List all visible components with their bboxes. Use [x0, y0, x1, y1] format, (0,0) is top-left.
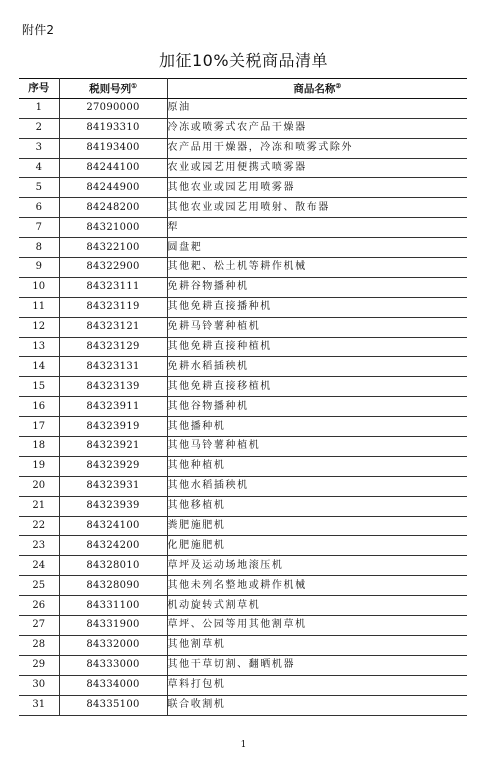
row-index: 6 [19, 198, 59, 218]
row-index: 22 [19, 516, 59, 536]
row-tariff-code: 84323131 [59, 357, 167, 377]
row-product-name: 圆盘耙 [167, 238, 467, 258]
row-product-name: 草料打包机 [167, 675, 467, 695]
page-number: 1 [240, 740, 247, 750]
table-row [19, 277, 467, 297]
row-index: 9 [19, 258, 59, 278]
row-tariff-code: 84332000 [59, 635, 167, 655]
row-product-name: 其他干草切割、翻晒机器 [167, 655, 467, 675]
table-row [19, 377, 467, 397]
row-index: 17 [19, 417, 59, 437]
table-row [19, 616, 467, 636]
row-index: 1 [19, 98, 59, 118]
row-product-name: 其他谷物播种机 [167, 397, 467, 417]
row-tariff-code: 84323911 [59, 397, 167, 417]
row-tariff-code: 84328010 [59, 556, 167, 576]
row-tariff-code: 84322900 [59, 258, 167, 278]
row-product-name: 草坪及运动场地滚压机 [167, 556, 467, 576]
table-row [19, 337, 467, 357]
header-product-name: 商品名称② [167, 79, 467, 99]
row-index: 20 [19, 476, 59, 496]
row-product-name: 其他农业或园艺用喷射、散布器 [167, 198, 467, 218]
table-row [19, 596, 467, 616]
row-index: 11 [19, 297, 59, 317]
row-index: 5 [19, 178, 59, 198]
row-tariff-code: 84323119 [59, 297, 167, 317]
row-index: 28 [19, 635, 59, 655]
row-product-name: 化肥施肥机 [167, 536, 467, 556]
row-tariff-code: 84323111 [59, 277, 167, 297]
row-tariff-code: 84323929 [59, 456, 167, 476]
table-row [19, 258, 467, 278]
table-header-row [19, 79, 467, 99]
row-tariff-code: 84322100 [59, 238, 167, 258]
row-tariff-code: 84323139 [59, 377, 167, 397]
header-tariff-code: 税则号列① [59, 79, 167, 99]
row-tariff-code: 84335100 [59, 695, 167, 715]
row-product-name: 其他未列名整地或耕作机械 [167, 576, 467, 596]
row-product-name: 其他水稻插秧机 [167, 476, 467, 496]
row-index: 4 [19, 158, 59, 178]
row-index: 14 [19, 357, 59, 377]
table-row [19, 357, 467, 377]
row-tariff-code: 84323921 [59, 437, 167, 457]
table-row [19, 695, 467, 715]
table-row [19, 218, 467, 238]
row-index: 16 [19, 397, 59, 417]
row-tariff-code: 84323931 [59, 476, 167, 496]
table-row [19, 635, 467, 655]
tariff-list-table [19, 78, 467, 716]
table-row [19, 98, 467, 118]
table-row [19, 655, 467, 675]
row-tariff-code: 84323919 [59, 417, 167, 437]
table-row [19, 158, 467, 178]
row-tariff-code: 84244100 [59, 158, 167, 178]
table-row [19, 536, 467, 556]
row-tariff-code: 84323939 [59, 496, 167, 516]
row-index: 13 [19, 337, 59, 357]
row-index: 23 [19, 536, 59, 556]
row-index: 12 [19, 317, 59, 337]
table-row [19, 317, 467, 337]
row-product-name: 其他免耕直接种植机 [167, 337, 467, 357]
row-tariff-code: 84321000 [59, 218, 167, 238]
row-tariff-code: 27090000 [59, 98, 167, 118]
row-product-name: 免耕马铃薯种植机 [167, 317, 467, 337]
row-index: 31 [19, 695, 59, 715]
row-index: 2 [19, 118, 59, 138]
row-index: 3 [19, 138, 59, 158]
row-product-name: 农产品用干燥器，冷冻和喷雾式除外 [167, 138, 467, 158]
row-product-name: 机动旋转式割草机 [167, 596, 467, 616]
row-tariff-code: 84244900 [59, 178, 167, 198]
row-product-name: 其他免耕直接播种机 [167, 297, 467, 317]
table-row [19, 178, 467, 198]
row-index: 30 [19, 675, 59, 695]
row-tariff-code: 84323121 [59, 317, 167, 337]
row-product-name: 原油 [167, 98, 467, 118]
row-index: 24 [19, 556, 59, 576]
row-index: 26 [19, 596, 59, 616]
row-product-name: 犁 [167, 218, 467, 238]
row-index: 18 [19, 437, 59, 457]
table-row [19, 556, 467, 576]
table-row [19, 496, 467, 516]
document-title: 加征10%关税商品清单 [158, 51, 329, 70]
header-index: 序号 [19, 79, 59, 99]
table-row [19, 238, 467, 258]
table-row [19, 198, 467, 218]
row-tariff-code: 84193400 [59, 138, 167, 158]
row-tariff-code: 84324200 [59, 536, 167, 556]
row-tariff-code: 84331100 [59, 596, 167, 616]
row-tariff-code: 84323129 [59, 337, 167, 357]
row-product-name: 其他割草机 [167, 635, 467, 655]
row-product-name: 冷冻或喷雾式农产品干燥器 [167, 118, 467, 138]
row-index: 25 [19, 576, 59, 596]
row-product-name: 其他农业或园艺用喷雾器 [167, 178, 467, 198]
row-index: 15 [19, 377, 59, 397]
row-tariff-code: 84334000 [59, 675, 167, 695]
table-row [19, 118, 467, 138]
row-tariff-code: 84193310 [59, 118, 167, 138]
row-product-name: 其他种植机 [167, 456, 467, 476]
attachment-label: 附件2 [22, 23, 55, 37]
row-index: 27 [19, 616, 59, 636]
row-product-name: 联合收割机 [167, 695, 467, 715]
row-product-name: 其他免耕直接移植机 [167, 377, 467, 397]
row-index: 8 [19, 238, 59, 258]
row-index: 7 [19, 218, 59, 238]
row-tariff-code: 84333000 [59, 655, 167, 675]
row-product-name: 粪肥施肥机 [167, 516, 467, 536]
table-row [19, 417, 467, 437]
table-row [19, 297, 467, 317]
row-product-name: 其他马铃薯种植机 [167, 437, 467, 457]
table-row [19, 397, 467, 417]
table-row [19, 576, 467, 596]
table-row [19, 138, 467, 158]
row-tariff-code: 84248200 [59, 198, 167, 218]
row-index: 19 [19, 456, 59, 476]
row-tariff-code: 84331900 [59, 616, 167, 636]
table-row [19, 516, 467, 536]
footnote-marker-1: ① [131, 81, 137, 90]
row-index: 10 [19, 277, 59, 297]
table-row [19, 476, 467, 496]
row-tariff-code: 84328090 [59, 576, 167, 596]
row-product-name: 其他移植机 [167, 496, 467, 516]
row-product-name: 其他耙、松土机等耕作机械 [167, 258, 467, 278]
row-tariff-code: 84324100 [59, 516, 167, 536]
footnote-marker-2: ② [335, 81, 342, 90]
row-index: 21 [19, 496, 59, 516]
row-product-name: 草坪、公园等用其他割草机 [167, 616, 467, 636]
row-product-name: 免耕谷物播种机 [167, 277, 467, 297]
row-product-name: 农业或园艺用便携式喷雾器 [167, 158, 467, 178]
table-row [19, 437, 467, 457]
table-row [19, 675, 467, 695]
row-index: 29 [19, 655, 59, 675]
table-row [19, 456, 467, 476]
row-product-name: 免耕水稻插秧机 [167, 357, 467, 377]
row-product-name: 其他播种机 [167, 417, 467, 437]
